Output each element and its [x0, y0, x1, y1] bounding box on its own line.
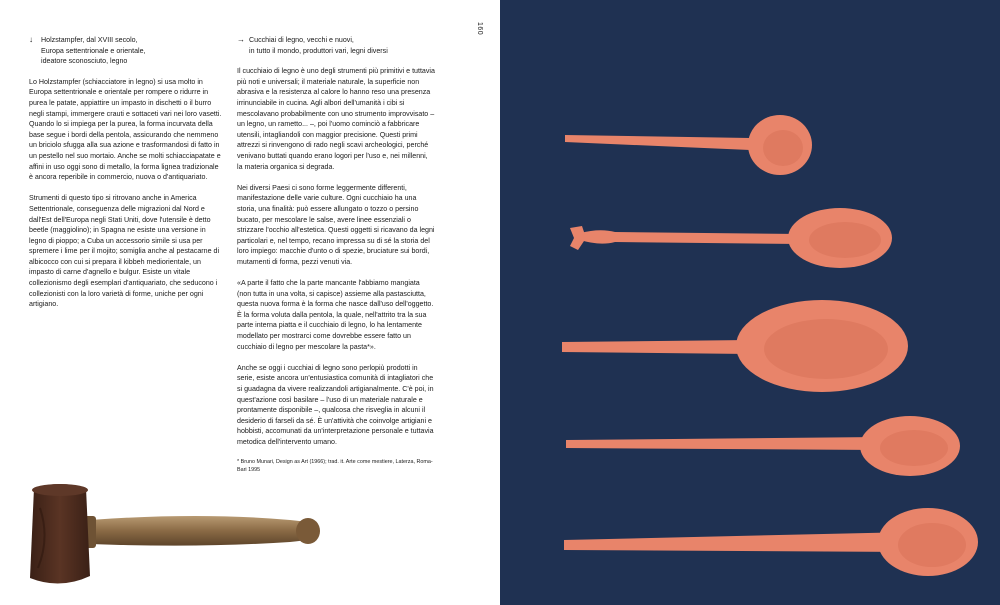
page-number: 160 [476, 22, 483, 36]
spoon-handle [566, 437, 880, 450]
left-heading-line: ideatore sconosciuto, legno [41, 57, 128, 66]
right-heading-line: Cucchiai di legno, vecchi e nuovi, [249, 36, 354, 44]
left-paragraph: Strumenti di questo tipo si ritrovano anche in America Settentrionale, conseguenza delle migrazioni dal Nord e dall'Est dell'Europa negli Stati Uniti, dove l'utensile è detto beetle (maggiolino); in Spagna ne esiste una versione in legno di pioppo; a Cuba un accessorio simile si usa per spremere i lime per il mojito; somiglia anche al pestacarne di albicocco con cui si prepara il kibbeh mediorientale, un impasto di carne d'agnello e bulgur. Esiste un vitale collezionismo degli esemplari d'antiquariato, che seducono i collezionisti con la loro varietà di forme, uniche per ogni artigiano. [29, 194, 220, 309]
right-page-photo [500, 0, 1000, 605]
down-arrow-icon: ↓ [29, 35, 33, 44]
wooden-spoons-image [500, 0, 1000, 605]
right-paragraph: Nei diversi Paesi ci sono forme leggermente differenti, manifestazione delle varie culture. Ogni cucchiaio ha una storia, una finalità: può essere allungato o tozzo o persino bucato, per mescolare le salse, avere linee essenziali o strizzare l'occhio all'estetica. Questi oggetti si ricavano da legni particolari e, nel tempo, recano impressa su di sé la storia del loro impiego: macchie d'unto o di spezie, bruciature sui bordi, mutamenti di forma, pezzi venuti via. [237, 183, 435, 266]
spoon-handle [580, 230, 800, 244]
right-heading [237, 35, 435, 56]
right-text-column [237, 35, 435, 474]
right-paragraph: Il cucchiaio di legno è uno degli strumenti più primitivi e tuttavia più noti e universali; il materiale naturale, la superficie non abrasiva e la resistenza al calore lo hanno reso una presenza irrinunciabile in cucina. Agli albori dell'umanità i cibi si mescolavano probabilmente con uno strumento improvvisato – un legno, un rametto... –, poi l'uomo cominciò a fabbricare utensili, intagliandoli con maggior precisione. Questi primi attrezzi si rinvengono di rado negli scavi archeologici, perché venivano buttati quando erano logori per l'uso e, nei millenni, la materia organica si degrada. [237, 67, 435, 171]
right-paragraph: «A parte il fatto che la parte mancante l'abbiamo mangiata (non tutta in una volta, si capisce) assieme alla pastasciutta, questa nuova forma è la forma che nasce dall'uso dell'oggetto. È la forma voluta dalla pentola, la quale, nell'attrito tra la sua parte interna piatta e il cucchiaio di legno, lo ha lentamente modellato per mostrarci come dovrebbe essere fatto un cucchiaio di legno per mescolare la pasta*». [237, 279, 434, 351]
left-heading-line: Holzstampfer, dal XVIII secolo, [41, 36, 138, 44]
spoon-handle [564, 532, 910, 552]
left-heading [29, 35, 224, 67]
wooden-masher-image [20, 478, 330, 598]
left-text-column [29, 35, 224, 320]
left-heading-line: Europa settentrionale e orientale, [41, 46, 146, 55]
right-arrow-icon: → [237, 35, 245, 44]
right-heading-line: in tutto il mondo, produttori vari, legni diversi [249, 46, 388, 55]
spoon-handle [562, 340, 750, 354]
right-paragraph: Anche se oggi i cucchiai di legno sono perlopiù prodotti in serie, esiste ancora un'entusiastica comunità di intagliatori che si guadagna da vivere realizzandoli artigianalmente. C'è poi, in quest'azione così basilare – l'uso di un materiale naturale e prontamente disponibile –, qualcosa che risveglia in alcuni il desiderio di farseli da sé. È un'attività che coinvolge artigiani e hobbisti, accomunati da un'interpretazione personale e tuttavia metodica dell'intervento umano. [237, 363, 434, 446]
footnote: * Bruno Munari, Design as Art (1966); trad. it. Arte come mestiere, Laterza, Roma-Bari 1995 [237, 459, 433, 474]
spoon-handle [565, 135, 758, 150]
left-paragraph: Lo Holzstampfer (schiacciatore in legno) si usa molto in Europa settentrionale e orientale per rompere o ridurre in purea le patate, appiattire un impasto in dischetti o il burro negli stampi, immergere crauti e sottaceti vari nei loro vasetti. Quando lo si impiega per la purea, la forma incurvata della base segue i bordi della pentola, assicurando che nemmeno un briciolo sfugga alla sua azione e trasformandosi di fatto in un pestello nel suo mortaio. Anche se molti schiacciapatate e affini in uso oggi sono di metallo, la forma lignea tradizionale è ancora reperibile in commercio, nuova o d'antiquariato. [29, 77, 222, 182]
